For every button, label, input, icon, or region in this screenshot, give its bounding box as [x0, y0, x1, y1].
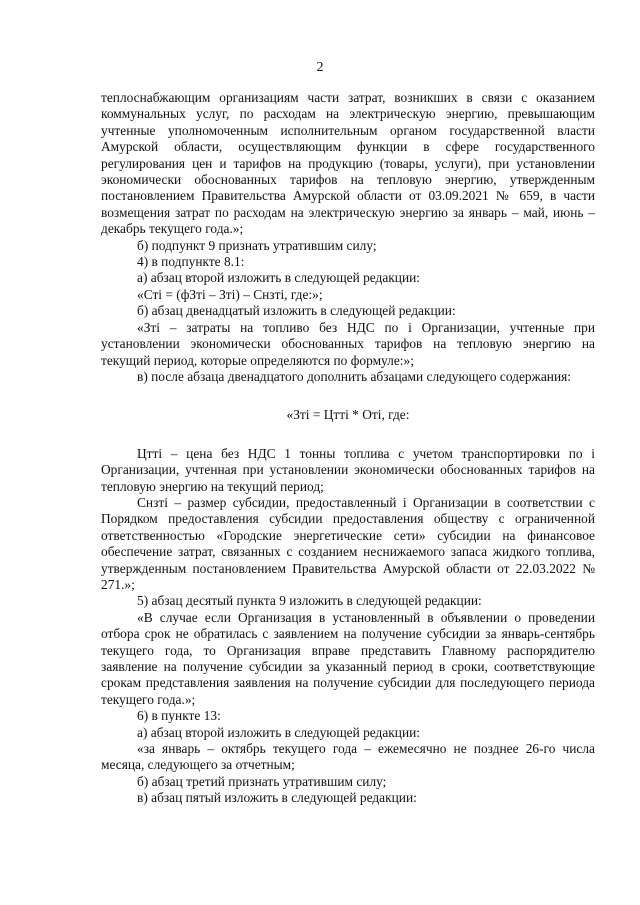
paragraph: 6) в пункте 13: — [137, 708, 221, 724]
paragraph: в) после абзаца двенадцатого дополнить абзацами следующего содержания: — [137, 368, 572, 384]
page-number: 2 — [316, 60, 324, 75]
paragraph: «Сті = (фЗті – Зті) – Снзті, где:»; — [137, 286, 323, 302]
paragraph: Снзті – размер субсидии, предоставленный і Организации в соответствии с Порядком предоставления субсидии предоставления обществу с ограниченной ответственностью «Городские энергетические сети» субсидии на финансовое обеспечение затрат, связанных с созданием неснижаемого запаса жидкого топлива, утвержденным постановлением Правительства Амурской области от 22.03.2022 № 271.»; — [101, 494, 595, 592]
paragraph: «В случае если Организация в установленный в объявлении о проведении отбора срок не обратилась с заявлением на получение субсидии за январь-сентябрь текущего года, то Организация вправе представить Главному распорядителю заявление на получение субсидии за указанный период в сроки, соответствующие срокам представления заявления на получение субсидии для последующего периода текущего года.»; — [101, 609, 595, 707]
paragraph: «Зті – затраты на топливо без НДС по і Организации, учтенные при установлении экономически обоснованных тарифов на тепловую энергию на текущий период, которые определяются по формуле:»; — [101, 319, 595, 368]
paragraph: теплоснабжающим организациям части затрат, возникших в связи с оказанием коммунальных услуг, по расходам на электрическую энергию, превышающим учтенные уполномоченным исполнительным органом государственной власти Амурской области, осуществляющим функции в сфере государственного регулирования цен и тарифов на продукцию (товары, услуги), при установлении экономически обоснованных тарифов на тепловую энергию, утвержденным постановлением Правительства Амурской области от 03.09.2021 № 659, в части возмещения затрат по расходам на электрическую энергию за январь – май, июнь – декабрь текущего года.»; — [101, 90, 595, 237]
paragraph: «за январь – октябрь текущего года – ежемесячно не позднее 26-го числа месяца, следующего за отчетным; — [101, 741, 595, 773]
paragraph: в) абзац пятый изложить в следующей редакции: — [137, 790, 417, 806]
paragraph: Цтті – цена без НДС 1 тонны топлива с учетом транспортировки по і Организации, учтенная при установлении экономически обоснованных тарифов на тепловую энергию на текущий период; — [101, 445, 595, 494]
formula-line: «Зті = Цтті * Оті, где: — [286, 407, 410, 423]
paragraph: 5) абзац десятый пункта 9 изложить в следующей редакции: — [137, 593, 482, 609]
paragraph: а) абзац второй изложить в следующей редакции: — [137, 270, 421, 286]
paragraph: б) абзац двенадцатый изложить в следующей редакции: — [137, 303, 456, 319]
paragraph: а) абзац второй изложить в следующей редакции: — [137, 724, 421, 740]
paragraph: б) подпункт 9 признать утратившим силу; — [137, 237, 377, 253]
document-body — [101, 90, 595, 807]
paragraph: 4) в подпункте 8.1: — [137, 254, 245, 270]
paragraph: б) абзац третий признать утратившим силу; — [137, 773, 387, 789]
